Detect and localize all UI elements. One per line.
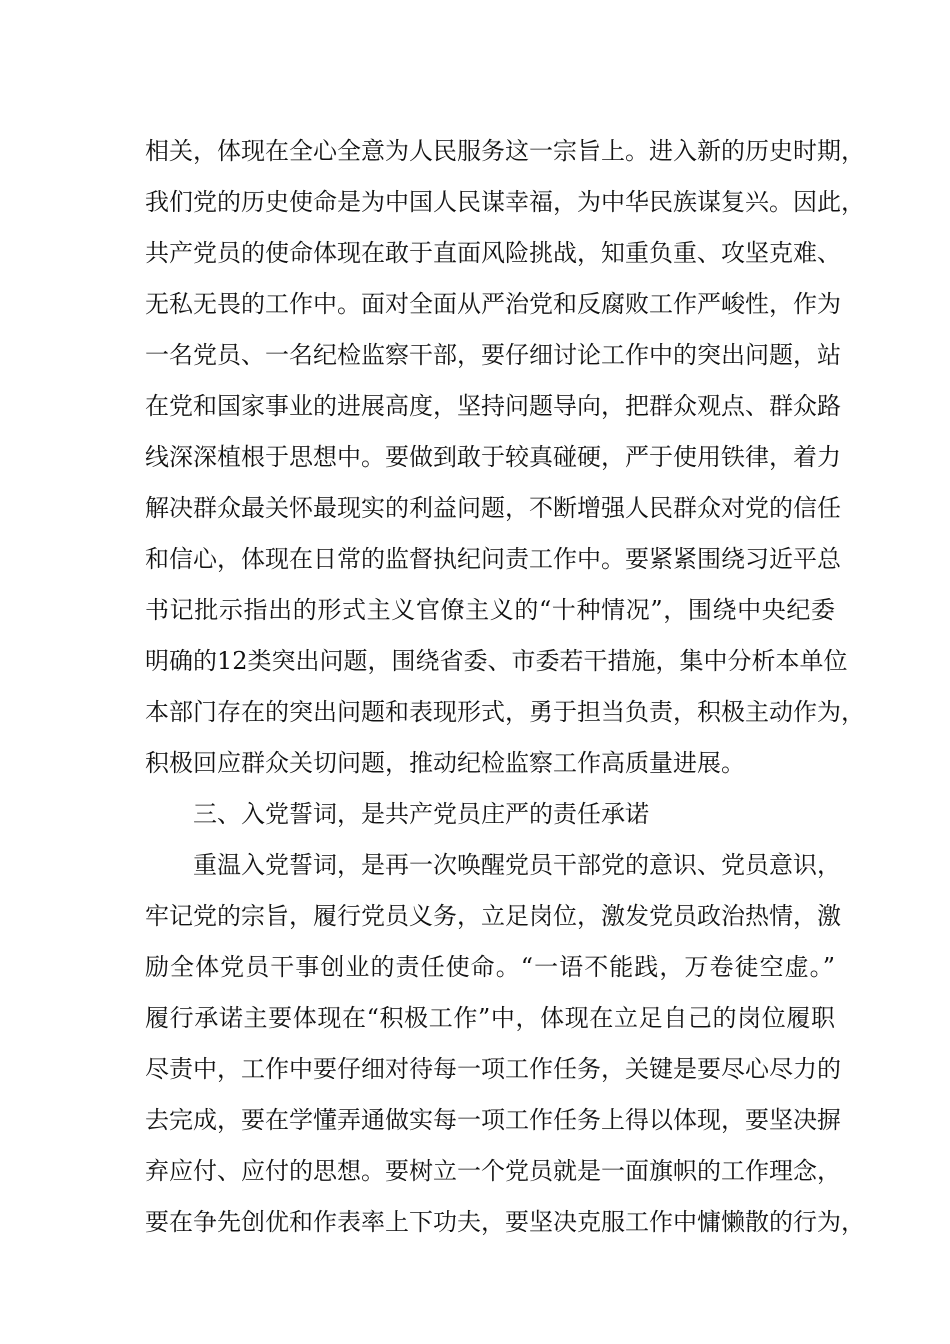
paragraph-line: 本部门存在的突出问题和表现形式，勇于担当负责，积极主动作为， — [145, 698, 865, 726]
paragraph-line: 弃应付、应付的思想。要树立一个党员就是一面旗帜的工作理念， — [145, 1157, 841, 1185]
paragraph-line: 励全体党员干事创业的责任使命。“一语不能践，万卷徒空虚。” — [145, 953, 835, 981]
paragraph-line: 要在争先创优和作表率上下功夫，要坚决克服工作中慵懒散的行为， — [145, 1208, 865, 1236]
paragraph-line: 牢记党的宗旨，履行党员义务，立足岗位，激发党员政治热情，激 — [145, 902, 841, 930]
paragraph-line: 明确的12类突出问题，围绕省委、市委若干措施，集中分析本单位 — [145, 647, 848, 675]
paragraph-line: 积极回应群众关切问题，推动纪检监察工作高质量进展。 — [145, 749, 745, 777]
paragraph-line: 尽责中，工作中要仔细对待每一项工作任务，关键是要尽心尽力的 — [145, 1055, 841, 1083]
paragraph-line: 解决群众最关怀最现实的利益问题，不断增强人民群众对党的信任 — [145, 494, 841, 522]
paragraph-line: 我们党的历史使命是为中国人民谋幸福，为中华民族谋复兴。因此， — [145, 188, 865, 216]
paragraph-line: 履行承诺主要体现在“积极工作”中，体现在立足自己的岗位履职 — [145, 1004, 835, 1032]
paragraph-line: 相关，体现在全心全意为人民服务这一宗旨上。进入新的历史时期， — [145, 137, 865, 165]
paragraph-line: 和信心，体现在日常的监督执纪问责工作中。要紧紧围绕习近平总 — [145, 545, 841, 573]
paragraph-line: 线深深植根于思想中。要做到敢于较真碰硬，严于使用铁律，着力 — [145, 443, 841, 471]
paragraph-line: 一名党员、一名纪检监察干部，要仔细讨论工作中的突出问题，站 — [145, 341, 841, 369]
paragraph-line: 无私无畏的工作中。面对全面从严治党和反腐败工作严峻性，作为 — [145, 290, 841, 318]
paragraph-line: 在党和国家事业的进展高度，坚持问题导向，把群众观点、群众路 — [145, 392, 841, 420]
paragraph-line: 书记批示指出的形式主义官僚主义的“十种情况”，围绕中央纪委 — [145, 596, 835, 624]
paragraph-line: 共产党员的使命体现在敢于直面风险挑战，知重负重、攻坚克难、 — [145, 239, 841, 267]
paragraph-line: 去完成，要在学懂弄通做实每一项工作任务上得以体现，要坚决摒 — [145, 1106, 841, 1134]
paragraph-line: 重温入党誓词，是再一次唤醒党员干部党的意识、党员意识， — [193, 851, 841, 879]
section-heading: 三、入党誓词，是共产党员庄严的责任承诺 — [193, 800, 649, 828]
